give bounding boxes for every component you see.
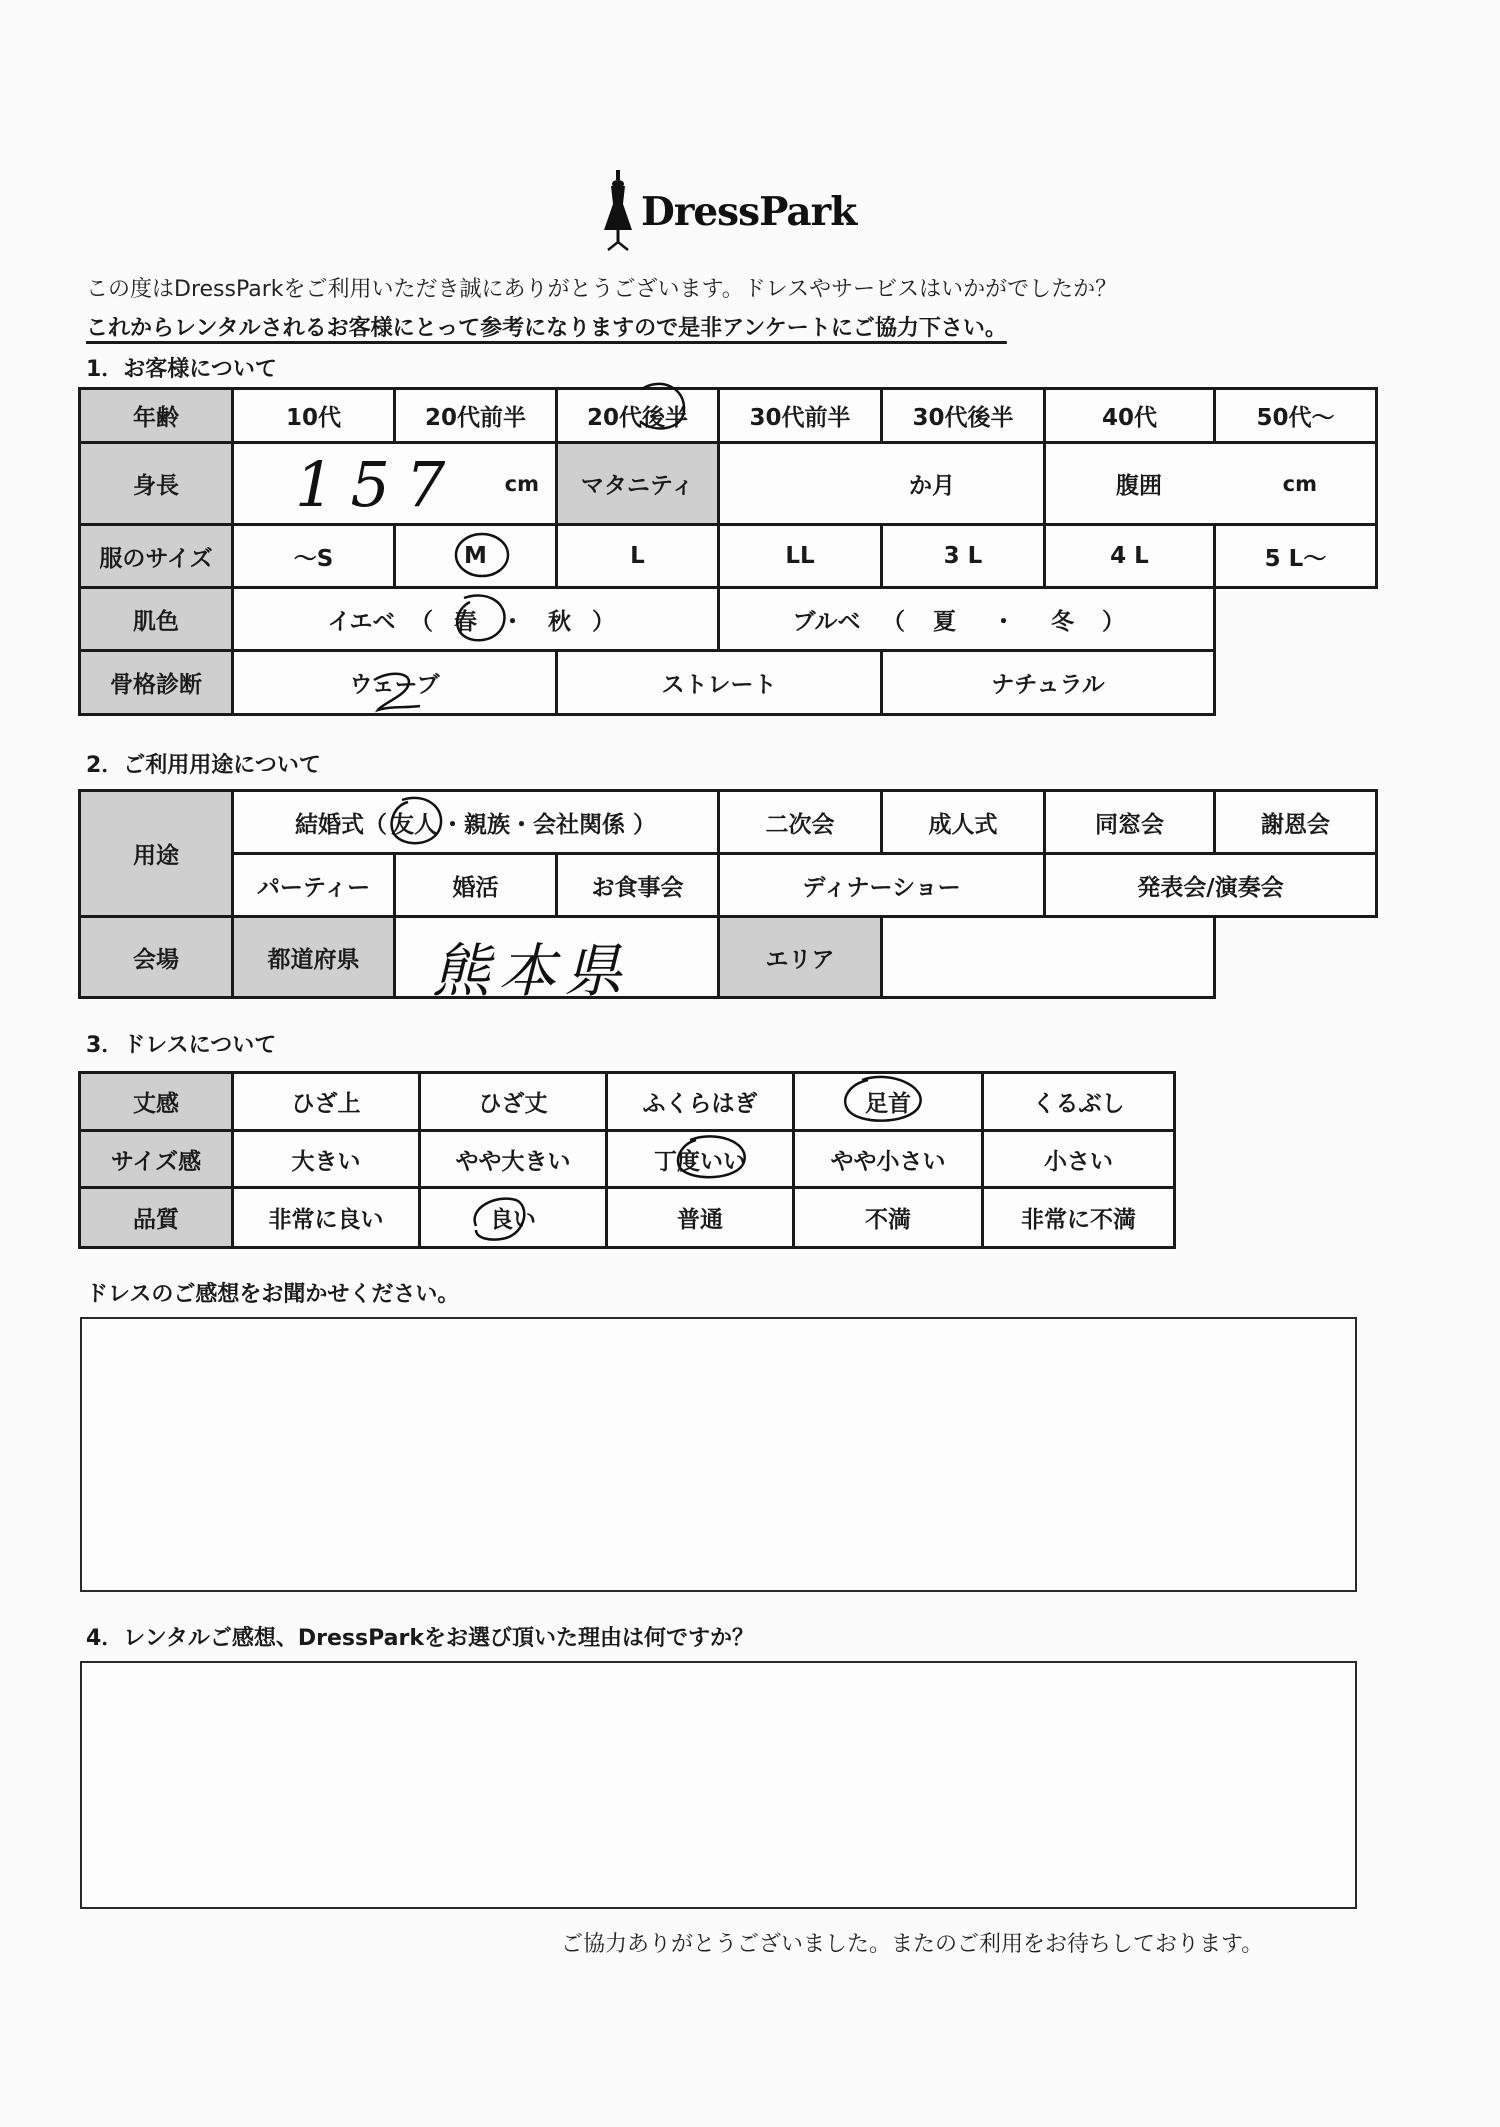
quality-option-unsatisfied[interactable]: 不満 <box>792 1186 984 1249</box>
bone-option-natural[interactable]: ナチュラル <box>880 649 1216 716</box>
paren-open: （ <box>410 608 434 635</box>
size-option-l[interactable]: L <box>555 523 720 589</box>
dress-impression-prompt: ドレスのご感想をお聞かせください。 <box>86 1282 460 1307</box>
waist-label: 腹囲 <box>1116 473 1162 499</box>
age-option-late-30s[interactable]: 30代後半 <box>880 387 1046 444</box>
wedding-rest: ・親族・会社関係 ） <box>440 811 656 838</box>
age-option-late-20s[interactable]: 20代後半 <box>555 387 720 444</box>
size-option-ll[interactable]: LL <box>717 523 883 589</box>
bone-option-wave[interactable]: ウェーブ <box>231 649 558 716</box>
age-option-40s[interactable]: 40代 <box>1043 387 1216 444</box>
size-option-m[interactable]: M <box>393 523 558 589</box>
fit-option-small[interactable]: 小さい <box>981 1129 1176 1189</box>
skin-option-spring[interactable]: 春 <box>454 608 478 635</box>
paren-close: ） <box>592 608 616 635</box>
size-option-5l[interactable]: 5 L～ <box>1213 523 1378 589</box>
skin-label: 肌色 <box>78 586 234 652</box>
quality-label: 品質 <box>78 1186 234 1249</box>
purpose-label: 用途 <box>78 789 234 918</box>
intro-line-1: この度はDressParkをご利用いただき誠にありがとうございます。ドレスやサービスはいかがでしたか？ <box>86 277 1118 302</box>
skin-option-autumn[interactable]: 秋 <box>548 608 572 635</box>
quality-option-normal[interactable]: 普通 <box>605 1186 795 1249</box>
fit-option-large[interactable]: 大きい <box>231 1129 421 1189</box>
size-label: 服のサイズ <box>78 523 234 589</box>
size-option-s[interactable]: ～S <box>231 523 396 589</box>
months-unit: か月 <box>909 473 955 499</box>
paren-close: ） <box>1102 608 1126 635</box>
section3-heading: 3．ドレスについて <box>86 1033 277 1058</box>
blue-base-label: ブルベ <box>792 608 861 635</box>
section4-heading: 4．レンタルご感想、DressParkをお選び頂いた理由は何ですか？ <box>86 1626 754 1651</box>
fit-option-slightly-small[interactable]: やや小さい <box>792 1129 984 1189</box>
skin-option-summer[interactable]: 夏 <box>933 608 957 635</box>
maternity-months-field[interactable] <box>717 441 1046 526</box>
quality-option-very-good[interactable]: 非常に良い <box>231 1186 421 1249</box>
waist-unit: cm <box>1282 471 1317 496</box>
quality-option-very-unsatisfied[interactable]: 非常に不満 <box>981 1186 1176 1249</box>
purpose-option-thank-you-party[interactable]: 謝恩会 <box>1213 789 1378 855</box>
length-option-ankle[interactable]: 足首 <box>792 1071 984 1132</box>
closing-message: ご協力ありがとうございました。またのご利用をお待ちしております。 <box>561 1932 1264 1957</box>
length-label: 丈感 <box>78 1071 234 1132</box>
purpose-wedding-cell[interactable] <box>231 789 720 855</box>
length-option-above-knee[interactable]: ひざ上 <box>231 1071 421 1132</box>
waist-field[interactable] <box>1043 441 1378 526</box>
length-option-calf[interactable]: ふくらはぎ <box>605 1071 795 1132</box>
fit-option-just-right[interactable]: 丁度いい <box>605 1129 795 1189</box>
height-label: 身長 <box>78 441 234 526</box>
bone-label: 骨格診断 <box>78 649 234 716</box>
prefecture-label: 都道府県 <box>231 915 396 999</box>
purpose-option-reunion[interactable]: 同窓会 <box>1043 789 1216 855</box>
section2-heading: 2．ご利用用途について <box>86 753 321 778</box>
yellow-base-label: イエベ <box>327 608 396 635</box>
rental-reason-box[interactable] <box>80 1661 1357 1909</box>
fit-option-slightly-large[interactable]: やや大きい <box>418 1129 608 1189</box>
age-option-early-30s[interactable]: 30代前半 <box>717 387 883 444</box>
height-value-handwritten: 157 <box>295 448 462 521</box>
dress-impression-box[interactable] <box>80 1317 1357 1592</box>
dress-mannequin-icon <box>600 170 636 252</box>
size-option-3l[interactable]: 3 L <box>880 523 1046 589</box>
age-option-10s[interactable]: 10代 <box>231 387 396 444</box>
skin-yellow-base-cell[interactable] <box>231 586 720 652</box>
quality-option-good[interactable]: 良い <box>418 1186 608 1249</box>
separator-dot: ・ <box>501 608 525 635</box>
separator-dot: ・ <box>992 608 1016 635</box>
purpose-option-dinner[interactable]: お食事会 <box>555 852 720 918</box>
purpose-option-friend[interactable]: 友人 <box>390 811 437 838</box>
paren-open: （ <box>882 608 906 635</box>
age-label: 年齢 <box>78 387 234 444</box>
purpose-option-party[interactable]: パーティー <box>231 852 396 918</box>
maternity-label: マタニティ <box>555 441 720 526</box>
length-option-knee[interactable]: ひざ丈 <box>418 1071 608 1132</box>
purpose-option-dinner-show[interactable]: ディナーショー <box>717 852 1046 918</box>
purpose-option-recital[interactable]: 発表会/演奏会 <box>1043 852 1378 918</box>
size-option-4l[interactable]: 4 L <box>1043 523 1216 589</box>
section1-heading: 1．お客様について <box>86 357 277 382</box>
purpose-option-coming-of-age[interactable]: 成人式 <box>880 789 1046 855</box>
skin-option-winter[interactable]: 冬 <box>1051 608 1075 635</box>
purpose-option-konkatsu[interactable]: 婚活 <box>393 852 558 918</box>
length-option-anklebone[interactable]: くるぶし <box>981 1071 1176 1132</box>
dresspark-logo <box>595 165 855 260</box>
logo-text: DressPark <box>641 189 857 235</box>
prefecture-value-handwritten: 熊本県 <box>432 937 631 1005</box>
height-unit: cm <box>504 471 539 496</box>
venue-label: 会場 <box>78 915 234 999</box>
skin-blue-base-cell[interactable] <box>717 586 1216 652</box>
age-option-early-20s[interactable]: 20代前半 <box>393 387 558 444</box>
wedding-prefix: 結婚式（ <box>294 811 387 838</box>
age-option-50s[interactable]: 50代～ <box>1213 387 1378 444</box>
area-label: エリア <box>717 915 883 999</box>
fit-label: サイズ感 <box>78 1129 234 1189</box>
intro-line-2: これからレンタルされるお客様にとって参考になりますので是非アンケートにご協力下さい。 <box>86 316 1007 341</box>
bone-option-straight[interactable]: ストレート <box>555 649 883 716</box>
area-field[interactable] <box>880 915 1216 999</box>
purpose-option-after-party[interactable]: 二次会 <box>717 789 883 855</box>
